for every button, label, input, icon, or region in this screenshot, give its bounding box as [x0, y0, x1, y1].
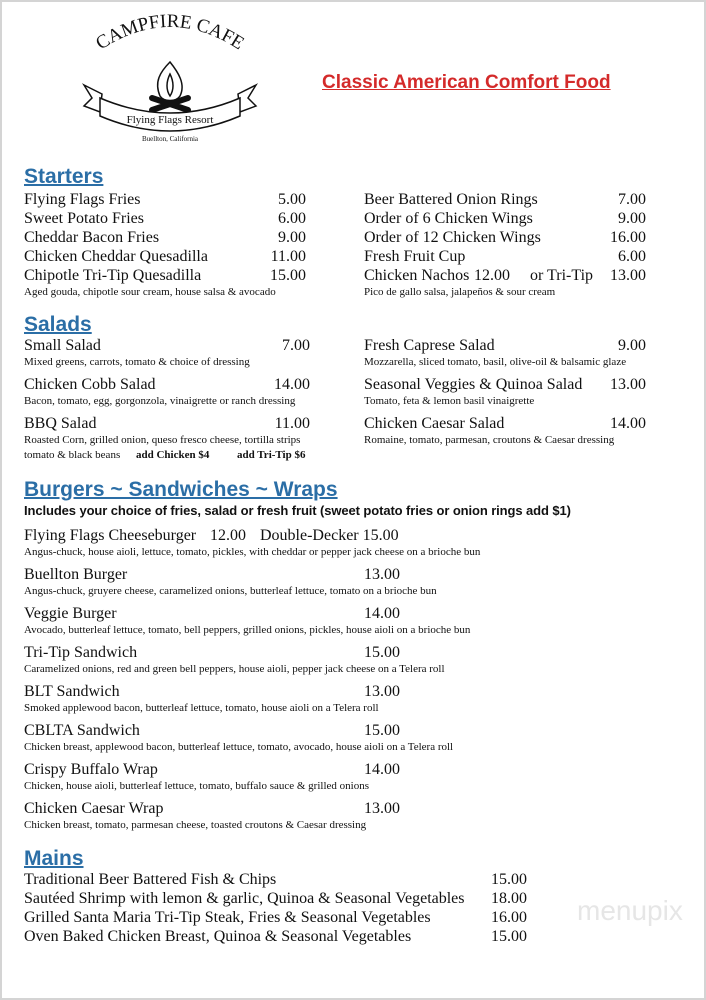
- add-on-chicken: add Chicken $4: [136, 449, 210, 461]
- section-heading-starters: Starters: [24, 165, 104, 188]
- item-name: Chicken Cheddar Quesadilla: [24, 248, 208, 265]
- item-description: Chicken breast, tomato, parmesan cheese, toasted croutons & Caesar dressing: [24, 819, 367, 831]
- item-name: BBQ Salad: [24, 415, 97, 432]
- section-subtitle: Includes your choice of fries, salad or fresh fruit (sweet potato fries or onion rings add $1): [24, 503, 571, 518]
- item-name: Crispy Buffalo Wrap: [24, 761, 158, 778]
- item-description: Bacon, tomato, egg, gorgonzola, vinaigrette or ranch dressing: [24, 395, 296, 407]
- item-alt: Double-Decker 15.00: [260, 527, 399, 544]
- item-price: 14.00: [364, 761, 400, 778]
- item-price: 11.00: [274, 415, 310, 432]
- item-name: Fresh Caprese Salad: [364, 337, 495, 354]
- item-price: 13.00: [364, 800, 400, 817]
- item-price: 7.00: [282, 337, 310, 354]
- item-name: Seasonal Veggies & Quinoa Salad: [364, 376, 583, 393]
- item-description: Angus-chuck, gruyere cheese, caramelized onions, butterleaf lettuce, tomato on a brioche bun: [24, 585, 437, 597]
- item-price: 9.00: [618, 337, 646, 354]
- item-price: 5.00: [278, 191, 306, 208]
- item-name: Flying Flags Fries: [24, 191, 141, 208]
- item-price: 13.00: [364, 683, 400, 700]
- item-price: 11.00: [270, 248, 306, 265]
- item-description: Smoked applewood bacon, butterleaf lettuce, tomato, house aioli on a Telera roll: [24, 702, 379, 714]
- item-description: tomato & black beans: [24, 449, 121, 461]
- item-description: Angus-chuck, house aioli, lettuce, tomato, pickles, with cheddar or pepper jack cheese on a brioche bun: [24, 546, 481, 558]
- item-description: Pico de gallo salsa, jalapeños & sour cream: [364, 286, 556, 298]
- item-price: 15.00: [491, 928, 527, 945]
- item-description: Aged gouda, chipotle sour cream, house salsa & avocado: [24, 286, 276, 298]
- item-price: 14.00: [364, 605, 400, 622]
- item-price: 13.00: [610, 376, 646, 393]
- item-price: 9.00: [278, 229, 306, 246]
- item-description: Mozzarella, sliced tomato, basil, olive-oil & balsamic glaze: [364, 356, 627, 368]
- svg-text:Buellton, California: Buellton, California: [142, 135, 198, 143]
- item-price: 6.00: [618, 248, 646, 265]
- item-name: Order of 12 Chicken Wings: [364, 229, 541, 246]
- item-name: Buellton Burger: [24, 566, 128, 583]
- item-price: 12.00: [474, 267, 510, 284]
- tagline: Classic American Comfort Food: [322, 72, 611, 93]
- item-price: 9.00: [618, 210, 646, 227]
- item-price: 7.00: [618, 191, 646, 208]
- item-price: 6.00: [278, 210, 306, 227]
- item-name: Sweet Potato Fries: [24, 210, 144, 227]
- item-name: Beer Battered Onion Rings: [364, 191, 538, 208]
- item-description: Chicken breast, applewood bacon, butterleaf lettuce, tomato, avocado, house aioli on a Telera roll: [24, 741, 454, 753]
- item-description: Roasted Corn, grilled onion, queso fresco cheese, tortilla strips: [24, 434, 301, 446]
- item-description: Chicken, house aioli, butterleaf lettuce, tomato, buffalo sauce & grilled onions: [24, 780, 369, 792]
- item-price: 15.00: [364, 644, 400, 661]
- item-name: Tri-Tip Sandwich: [24, 644, 138, 661]
- item-name: Chipotle Tri-Tip Quesadilla: [24, 267, 202, 284]
- item-name: Traditional Beer Battered Fish & Chips: [24, 871, 277, 888]
- item-description: Romaine, tomato, parmesan, croutons & Caesar dressing: [364, 434, 615, 446]
- item-name: Chicken Cobb Salad: [24, 376, 156, 393]
- item-name: Chicken Nachos: [364, 267, 470, 284]
- item-name: Flying Flags Cheeseburger: [24, 527, 197, 544]
- item-name: Chicken Caesar Salad: [364, 415, 505, 432]
- item-description: Caramelized onions, red and green bell peppers, house aioli, pepper jack cheese on a Telera roll: [24, 663, 445, 675]
- item-price: 15.00: [491, 871, 527, 888]
- section-heading-burgers: Burgers ~ Sandwiches ~ Wraps: [24, 478, 338, 501]
- item-name: Sautéed Shrimp with lemon & garlic, Quinoa & Seasonal Vegetables: [24, 890, 465, 907]
- item-description: Tomato, feta & lemon basil vinaigrette: [364, 395, 535, 407]
- item-price: 15.00: [364, 722, 400, 739]
- item-price: 15.00: [270, 267, 306, 284]
- item-name: Veggie Burger: [24, 605, 117, 622]
- svg-text:Flying Flags Resort: Flying Flags Resort: [126, 114, 214, 126]
- item-name: Chicken Caesar Wrap: [24, 800, 164, 817]
- item-price: 16.00: [610, 229, 646, 246]
- item-alt: or Tri-Tip: [530, 267, 594, 284]
- item-price: 13.00: [364, 566, 400, 583]
- section-heading-mains: Mains: [24, 847, 84, 870]
- item-description: Avocado, butterleaf lettuce, tomato, bell peppers, grilled onions, pickles, house aioli on a brioche bun: [24, 624, 471, 636]
- item-name: Cheddar Bacon Fries: [24, 229, 160, 246]
- item-name: BLT Sandwich: [24, 683, 120, 700]
- campfire-cafe-logo: [80, 10, 260, 150]
- item-price: 16.00: [491, 909, 527, 926]
- item-price: 14.00: [610, 415, 646, 432]
- item-description: Mixed greens, carrots, tomato & choice of dressing: [24, 356, 250, 368]
- item-name: Oven Baked Chicken Breast, Quinoa & Seasonal Vegetables: [24, 928, 412, 945]
- item-price: 18.00: [491, 890, 527, 907]
- item-name: Small Salad: [24, 337, 101, 354]
- item-name: Fresh Fruit Cup: [364, 248, 466, 265]
- item-name: CBLTA Sandwich: [24, 722, 140, 739]
- add-on-tri-tip: add Tri-Tip $6: [237, 449, 306, 461]
- svg-text:CAMPFIRE CAFE: CAMPFIRE CAFE: [92, 10, 248, 55]
- item-price: 13.00: [610, 267, 646, 284]
- watermark: menupix: [577, 895, 683, 926]
- item-price: 14.00: [274, 376, 310, 393]
- item-price: 12.00: [210, 527, 246, 544]
- item-name: Grilled Santa Maria Tri-Tip Steak, Fries & Seasonal Vegetables: [24, 909, 431, 926]
- item-name: Order of 6 Chicken Wings: [364, 210, 533, 227]
- section-heading-salads: Salads: [24, 313, 92, 336]
